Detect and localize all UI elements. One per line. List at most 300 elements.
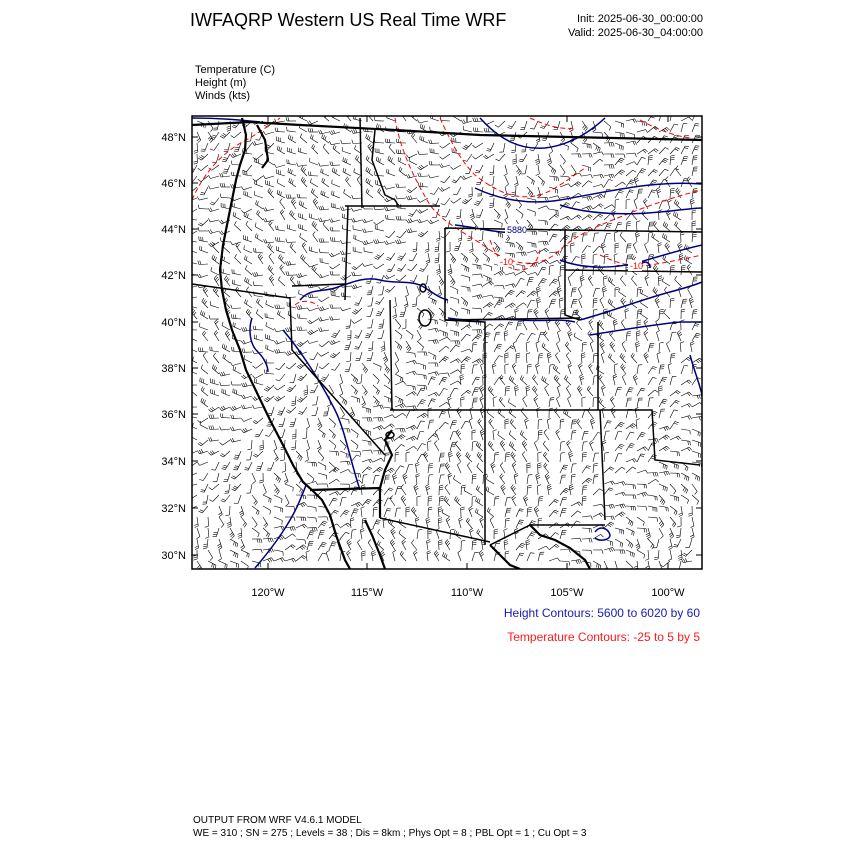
wind-barb-flag — [213, 426, 214, 430]
wind-barb-flag — [509, 376, 511, 380]
wind-barb-flag — [397, 270, 401, 271]
wind-barb-flag — [542, 376, 543, 380]
wind-barb-flag — [320, 317, 322, 321]
wind-barb-flag — [411, 427, 414, 430]
wind-barb — [395, 297, 397, 306]
wind-barb-flag — [335, 146, 337, 150]
wind-barb-flag — [577, 503, 580, 506]
wind-barb-flag — [678, 436, 681, 439]
wind-barb-flag — [224, 257, 225, 261]
wind-barb-flag — [445, 463, 448, 466]
wind-barb-flag — [386, 215, 387, 219]
wind-barb-flag — [324, 434, 326, 438]
wind-barb-flag — [345, 111, 347, 114]
wind-barb-flag — [567, 343, 569, 346]
wind-barb-flag — [578, 286, 581, 289]
wind-barb-flag — [560, 300, 564, 301]
wind-barb-flag — [310, 392, 314, 393]
wind-barb-flag — [611, 482, 613, 485]
wind-barb-flag — [429, 464, 433, 465]
wind-barb — [333, 352, 340, 358]
wind-barb-flag — [345, 402, 347, 406]
wind-barb-flag — [234, 457, 238, 458]
wind-barb-flag — [299, 399, 302, 401]
wind-barb-flag — [608, 277, 610, 281]
wind-barb — [557, 121, 560, 130]
wind-barb-flag — [658, 276, 662, 277]
wind-barb — [636, 222, 637, 231]
wind-barb-flag — [445, 485, 448, 488]
wind-barb-flag — [320, 380, 324, 381]
wind-barb-flag — [187, 326, 188, 330]
wind-barb-flag — [543, 377, 544, 381]
wind-barb — [316, 407, 318, 416]
wind-barb-flag — [244, 245, 245, 249]
wind-barb-flag — [336, 170, 337, 174]
wind-barb-flag — [481, 363, 484, 365]
wind-barb-flag — [546, 248, 549, 251]
wind-barb-flag — [242, 149, 243, 153]
wind-barb-flag — [417, 119, 419, 123]
wind-barb-flag — [542, 267, 546, 268]
wind-barb-flag — [324, 192, 325, 196]
wind-barb — [626, 388, 630, 396]
wind-barb — [372, 341, 373, 350]
wind-barb — [255, 162, 263, 165]
wind-barb-flag — [243, 383, 245, 387]
wind-barb-flag — [277, 146, 278, 150]
wind-barb-flag — [353, 129, 355, 133]
wind-barb — [568, 278, 571, 287]
wind-barb-flag — [400, 429, 401, 433]
wind-barb — [371, 352, 373, 361]
wind-barb-flag — [221, 454, 224, 456]
wind-barb-flag — [505, 364, 509, 365]
wind-barb — [516, 333, 521, 341]
wind-barb-flag — [222, 135, 225, 137]
wind-barb-flag — [224, 389, 225, 393]
wind-barb-flag — [267, 386, 271, 388]
wind-barb-flag — [676, 188, 679, 191]
wind-barb-flag — [604, 276, 608, 277]
wind-barb-flag — [468, 238, 472, 239]
wind-barb-flag — [277, 190, 278, 194]
wind-barb-flag — [393, 475, 396, 477]
wind-barb-flag — [656, 299, 659, 302]
wind-barb — [466, 456, 472, 462]
wind-barb — [499, 400, 505, 407]
wind-barb-flag — [566, 217, 569, 220]
wind-barb — [443, 143, 450, 148]
wind-barb-flag — [666, 472, 668, 476]
wind-barb — [389, 286, 395, 292]
wind-barb — [410, 187, 417, 193]
wind-barb-flag — [212, 255, 214, 259]
wind-barb-flag — [582, 258, 586, 259]
wind-barb — [450, 253, 456, 260]
wind-barb-flag — [659, 388, 663, 389]
wind-barb-flag — [687, 381, 690, 384]
wind-barb — [362, 363, 368, 370]
wind-barb — [411, 264, 417, 271]
wind-barb — [681, 495, 689, 500]
wind-barb-flag — [201, 149, 205, 150]
wind-barb — [390, 253, 395, 260]
wind-barb-flag — [266, 388, 269, 390]
wind-barb-flag — [221, 407, 224, 410]
wind-barb-flag — [366, 283, 370, 284]
wind-barb-flag — [208, 230, 210, 233]
wind-barb-flag — [508, 126, 512, 127]
wind-barb-flag — [557, 323, 560, 326]
wind-barb-flag — [194, 152, 198, 153]
wind-barb — [395, 330, 402, 336]
wind-barb-flag — [230, 439, 232, 443]
wind-barb-flag — [613, 411, 616, 414]
wind-barb-flag — [197, 138, 200, 141]
wind-barb — [269, 257, 274, 264]
wind-barb — [626, 506, 635, 507]
wind-barb-flag — [527, 463, 531, 464]
wind-barb-flag — [550, 151, 553, 154]
wind-barb-flag — [589, 215, 592, 217]
wind-barb-flag — [608, 353, 610, 357]
wind-barb-flag — [678, 242, 681, 245]
wind-barb — [637, 149, 645, 154]
wind-barb-flag — [357, 177, 360, 180]
wind-barb-flag — [288, 311, 289, 315]
wind-barb-flag — [244, 327, 246, 331]
wind-barb-flag — [677, 391, 680, 393]
wind-barb-flag — [657, 439, 659, 443]
wind-barb-flag — [526, 390, 530, 392]
wind-barb-flag — [367, 135, 368, 139]
wind-barb-flag — [221, 469, 225, 470]
wind-barb-flag — [353, 266, 356, 268]
wind-barb — [692, 484, 697, 491]
wind-barb-flag — [213, 414, 214, 418]
wind-barb-flag — [611, 143, 612, 147]
wind-barb-flag — [186, 452, 189, 455]
wind-barb-flag — [700, 433, 701, 437]
wind-barb — [637, 288, 638, 297]
wind-barb-flag — [557, 431, 560, 434]
wind-barb-flag — [367, 501, 371, 503]
wind-barb-flag — [330, 162, 331, 166]
wind-barb-flag — [348, 469, 351, 472]
wind-barb-flag — [288, 261, 290, 265]
wind-barb-flag — [490, 303, 493, 305]
wind-barb-flag — [519, 161, 523, 162]
wind-barb-flag — [267, 468, 271, 469]
wind-barb-flag — [300, 458, 302, 461]
wind-barb-flag — [663, 464, 664, 468]
wind-barb-flag — [346, 361, 350, 362]
wind-barb-flag — [442, 216, 446, 217]
wind-barb-flag — [400, 399, 401, 403]
wind-barb-flag — [224, 276, 226, 279]
wind-barb-flag — [502, 486, 505, 489]
wind-barb — [382, 286, 384, 295]
wind-barb-flag — [301, 177, 303, 180]
wind-barb-flag — [652, 181, 656, 183]
wind-barb-flag — [570, 130, 574, 132]
wind-barb-flag — [333, 340, 336, 343]
wind-barb — [265, 176, 274, 179]
wind-barb-flag — [408, 174, 410, 178]
wind-barb-flag — [334, 191, 335, 195]
wind-barb-flag — [396, 184, 397, 188]
wind-barb-flag — [271, 499, 272, 503]
wind-barb-flag — [277, 179, 278, 183]
wind-barb-flag — [300, 273, 302, 276]
wind-barb — [659, 462, 667, 466]
wind-barb — [279, 258, 286, 264]
wind-barb — [430, 176, 439, 178]
wind-barb-flag — [523, 252, 525, 256]
wind-barb — [472, 359, 480, 363]
wind-barb — [670, 410, 674, 418]
wind-barb-flag — [677, 452, 678, 456]
wind-barb — [373, 488, 379, 495]
wind-barb-flag — [355, 336, 359, 337]
wind-barb-flag — [290, 243, 292, 246]
wind-barb-flag — [277, 415, 281, 416]
wind-barb-flag — [352, 140, 353, 144]
wind-barb-flag — [258, 511, 260, 515]
wind-barb-flag — [458, 370, 461, 373]
wind-barb-flag — [236, 390, 237, 394]
wind-barb — [395, 487, 398, 496]
wind-barb-flag — [478, 453, 480, 456]
wind-barb — [322, 182, 329, 187]
wind-barb-flag — [649, 257, 653, 258]
wind-barb-flag — [460, 377, 464, 379]
wind-barb-flag — [365, 337, 369, 338]
wind-barb — [527, 300, 531, 308]
wind-barb-flag — [607, 225, 611, 226]
wind-barb-flag — [608, 489, 612, 491]
wind-barb-flag — [315, 268, 317, 271]
wind-barb — [670, 169, 675, 177]
wind-barb-flag — [455, 341, 456, 345]
wind-barb-flag — [227, 522, 231, 524]
wind-barb-flag — [513, 365, 516, 368]
wind-barb-flag — [690, 299, 693, 301]
wind-barb — [615, 143, 623, 146]
wind-barb-flag — [421, 401, 425, 402]
wind-barb-flag — [285, 352, 287, 355]
wind-barb-flag — [642, 169, 646, 170]
wind-barb-flag — [486, 249, 489, 252]
wind-barb-flag — [635, 141, 637, 145]
wind-barb — [373, 437, 382, 440]
wind-barb — [237, 462, 241, 470]
wind-barb-flag — [685, 475, 686, 479]
wind-barb — [439, 388, 444, 396]
wind-barb — [246, 312, 252, 319]
wind-barb-flag — [465, 199, 468, 201]
wind-barb-flag — [198, 158, 201, 160]
wind-barb-flag — [349, 484, 350, 488]
wind-barb-flag — [677, 473, 678, 477]
wind-barb — [469, 420, 472, 429]
wind-barb — [566, 355, 571, 363]
wind-barb-flag — [287, 127, 288, 131]
temperature-units-label: Temperature (C) — [195, 64, 276, 76]
wind-barb — [571, 420, 573, 429]
wind-barb-flag — [611, 398, 614, 401]
wind-barb — [571, 464, 573, 473]
wind-barb-flag — [439, 485, 443, 486]
wind-barb-flag — [467, 462, 470, 465]
wind-barb — [509, 445, 516, 451]
wind-barb — [461, 275, 470, 277]
wind-barb-flag — [490, 420, 493, 423]
wind-barb-flag — [189, 333, 190, 337]
wind-barb-flag — [318, 130, 320, 134]
wind-barb — [439, 337, 447, 341]
wind-barb-flag — [337, 479, 340, 482]
wind-barb-flag — [270, 277, 273, 280]
wind-barb — [294, 374, 296, 383]
wind-barb — [244, 249, 252, 253]
wind-barb — [342, 308, 351, 311]
wind-barb-flag — [310, 128, 311, 132]
wind-barb — [681, 299, 683, 308]
wind-barb — [450, 275, 455, 282]
wind-barb — [642, 214, 648, 220]
wind-barb-flag — [624, 154, 625, 158]
wind-barb — [404, 308, 407, 317]
wind-barb — [608, 357, 615, 363]
wind-barb-flag — [489, 282, 492, 285]
wind-barb-flag — [436, 240, 440, 242]
wind-barb — [265, 132, 274, 135]
wind-barb — [202, 334, 208, 341]
wind-barb-flag — [592, 422, 595, 424]
wind-barb — [637, 365, 638, 374]
wind-barb-flag — [300, 233, 301, 237]
wind-barb-flag — [274, 328, 276, 332]
wind-barb-flag — [498, 344, 502, 345]
wind-barb-flag — [577, 385, 580, 388]
wind-barb-flag — [243, 429, 246, 432]
wind-barb-flag — [323, 169, 324, 173]
wind-barb-flag — [448, 273, 452, 275]
wind-barb-flag — [408, 229, 410, 233]
wind-barb-flag — [490, 172, 494, 173]
wind-barb-flag — [588, 216, 591, 218]
wind-barb-flag — [554, 177, 555, 181]
wind-barb-flag — [420, 403, 424, 404]
wind-barb-flag — [420, 390, 424, 391]
wind-barb-flag — [513, 497, 516, 500]
wind-barb-flag — [330, 356, 333, 358]
wind-barb — [526, 354, 527, 363]
wind-barb-flag — [582, 498, 586, 499]
wind-barb-flag — [614, 232, 618, 233]
wind-barb-flag — [398, 268, 402, 269]
wind-barb-flag — [495, 454, 499, 455]
wind-barb-flag — [431, 401, 435, 402]
wind-barb-flag — [188, 182, 192, 184]
wind-barb-flag — [470, 251, 474, 253]
wind-barb — [659, 169, 665, 176]
wind-barb-flag — [286, 272, 287, 276]
wind-barb-flag — [226, 332, 229, 335]
wind-barb — [621, 367, 626, 374]
wind-barb-flag — [582, 500, 586, 501]
wind-barb-flag — [608, 421, 612, 422]
wind-barb — [234, 225, 241, 231]
wind-barb-flag — [271, 279, 274, 282]
wind-barb-flag — [463, 120, 465, 123]
wind-barb — [543, 455, 549, 462]
wind-barb — [601, 354, 604, 363]
wind-barb — [674, 203, 681, 209]
wind-barb — [434, 187, 439, 195]
wind-barb-flag — [323, 238, 324, 242]
wind-barb — [582, 165, 591, 168]
wind-barb-flag — [578, 363, 581, 365]
wind-barb-flag — [349, 461, 350, 465]
wind-barb-flag — [433, 340, 435, 344]
wind-barb-flag — [547, 241, 548, 245]
wind-barb-flag — [627, 225, 631, 226]
wind-barb-flag — [561, 312, 565, 313]
wind-barb-flag — [665, 487, 666, 491]
wind-barb-flag — [582, 456, 586, 457]
wind-barb — [582, 453, 583, 462]
wind-barb — [593, 233, 595, 242]
wind-barb-flag — [663, 502, 665, 505]
wind-barb-flag — [692, 212, 696, 213]
wind-barb — [350, 319, 351, 328]
wind-barb-flag — [322, 458, 324, 461]
wind-barb-flag — [222, 183, 223, 187]
wind-barb — [355, 264, 362, 270]
wind-barb-flag — [666, 236, 667, 240]
wind-barb-flag — [303, 257, 305, 261]
wind-barb — [313, 235, 318, 242]
wind-barb-flag — [656, 290, 658, 293]
wind-barb-flag — [509, 431, 511, 435]
wind-barb — [201, 220, 208, 226]
wind-barb-flag — [538, 467, 542, 468]
wind-barb-flag — [189, 403, 190, 407]
wind-barb — [274, 451, 278, 459]
wind-barb-flag — [569, 365, 572, 367]
wind-barb — [648, 170, 654, 177]
wind-barb-flag — [547, 321, 550, 323]
wind-barb-flag — [475, 337, 479, 339]
wind-barb-flag — [319, 345, 322, 347]
wind-barb-flag — [307, 122, 310, 125]
wind-barb-flag — [198, 168, 201, 170]
wind-barb — [421, 231, 428, 237]
wind-barb-flag — [461, 177, 464, 180]
wind-barb — [376, 184, 385, 187]
wind-barb-flag — [458, 240, 462, 241]
wind-barb-flag — [679, 246, 682, 248]
wind-barb-flag — [656, 187, 659, 189]
wind-barb-flag — [332, 335, 336, 336]
wind-barb-flag — [451, 201, 454, 204]
wind-barb-flag — [384, 207, 386, 211]
wind-barb-flag — [313, 267, 315, 270]
wind-barb-flag — [596, 146, 597, 150]
